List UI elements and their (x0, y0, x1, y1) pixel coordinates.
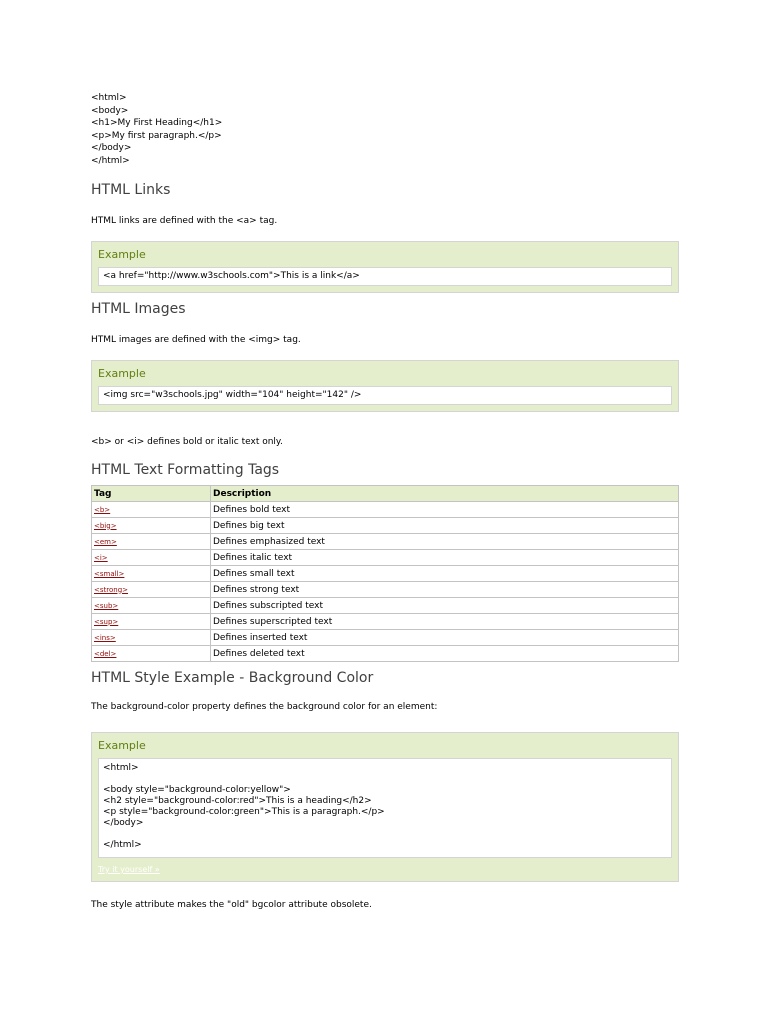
links-text: HTML links are defined with the <a> tag. (91, 216, 278, 226)
images-text: HTML images are defined with the <img> tag. (91, 335, 301, 345)
tag-description: Defines inserted text (211, 630, 679, 646)
tag-link[interactable]: <strong> (94, 585, 129, 594)
code-line: <h1>My First Heading</h1> (91, 118, 223, 128)
example-title: Example (98, 248, 146, 261)
links-example-box (91, 241, 679, 293)
example-code: <a href="http://www.w3schools.com">This is a link</a> (98, 267, 672, 286)
tag-link[interactable]: <i> (94, 553, 108, 562)
column-header-description: Description (211, 486, 679, 502)
table-row (92, 550, 679, 566)
code-line: <html> (91, 93, 127, 103)
intro-code-block (91, 92, 679, 167)
style-example-box (91, 732, 679, 882)
bold-italic-note: <b> or <i> defines bold or italic text only. (91, 437, 283, 447)
formatting-heading: HTML Text Formatting Tags (91, 462, 280, 478)
tag-description: Defines deleted text (211, 646, 679, 662)
tag-link[interactable]: <sub> (94, 601, 119, 610)
table-row (92, 502, 679, 518)
table-row (92, 646, 679, 662)
closing-text: The style attribute makes the "old" bgcolor attribute obsolete. (91, 900, 372, 910)
formatting-table (91, 485, 679, 662)
tag-description: Defines bold text (211, 502, 679, 518)
links-heading: HTML Links (91, 182, 171, 198)
tag-description: Defines subscripted text (211, 598, 679, 614)
tag-description: Defines emphasized text (211, 534, 679, 550)
code-line: </body> (91, 143, 132, 153)
example-code: <img src="w3schools.jpg" width="104" height="142" /> (98, 386, 672, 405)
tag-link[interactable]: <small> (94, 569, 125, 578)
tag-description: Defines superscripted text (211, 614, 679, 630)
document-page (91, 92, 679, 911)
tag-description: Defines big text (211, 518, 679, 534)
images-example-box (91, 360, 679, 412)
try-it-yourself-link[interactable]: Try it yourself » (98, 865, 160, 874)
images-heading: HTML Images (91, 301, 186, 317)
code-line: <p>My first paragraph.</p> (91, 130, 222, 141)
tag-link[interactable]: <sup> (94, 617, 119, 626)
example-title: Example (98, 739, 146, 752)
table-header-row (92, 486, 679, 502)
tag-description: Defines small text (211, 566, 679, 582)
table-row (92, 518, 679, 534)
tag-description: Defines strong text (211, 582, 679, 598)
code-line: </html> (91, 155, 130, 166)
table-row (92, 582, 679, 598)
column-header-tag: Tag (92, 486, 211, 502)
style-text: The background-color property defines the background color for an element: (91, 702, 438, 712)
table-row (92, 598, 679, 614)
table-row (92, 534, 679, 550)
table-row (92, 614, 679, 630)
table-row (92, 630, 679, 646)
tag-link[interactable]: <del> (94, 649, 117, 658)
tag-link[interactable]: <b> (94, 505, 111, 514)
tag-link[interactable]: <em> (94, 537, 117, 546)
tag-description: Defines italic text (211, 550, 679, 566)
example-title: Example (98, 367, 146, 380)
style-heading: HTML Style Example - Background Color (91, 670, 374, 686)
tag-link[interactable]: <big> (94, 521, 117, 530)
table-row (92, 566, 679, 582)
code-line: <body> (91, 105, 129, 116)
example-code: <html> <body style="background-color:yellow"> <h2 style="background-color:red">This is a heading</h2> <p style="background-color:green">This is a paragraph.</p> </body> </html> (98, 758, 672, 858)
tag-link[interactable]: <ins> (94, 633, 116, 642)
